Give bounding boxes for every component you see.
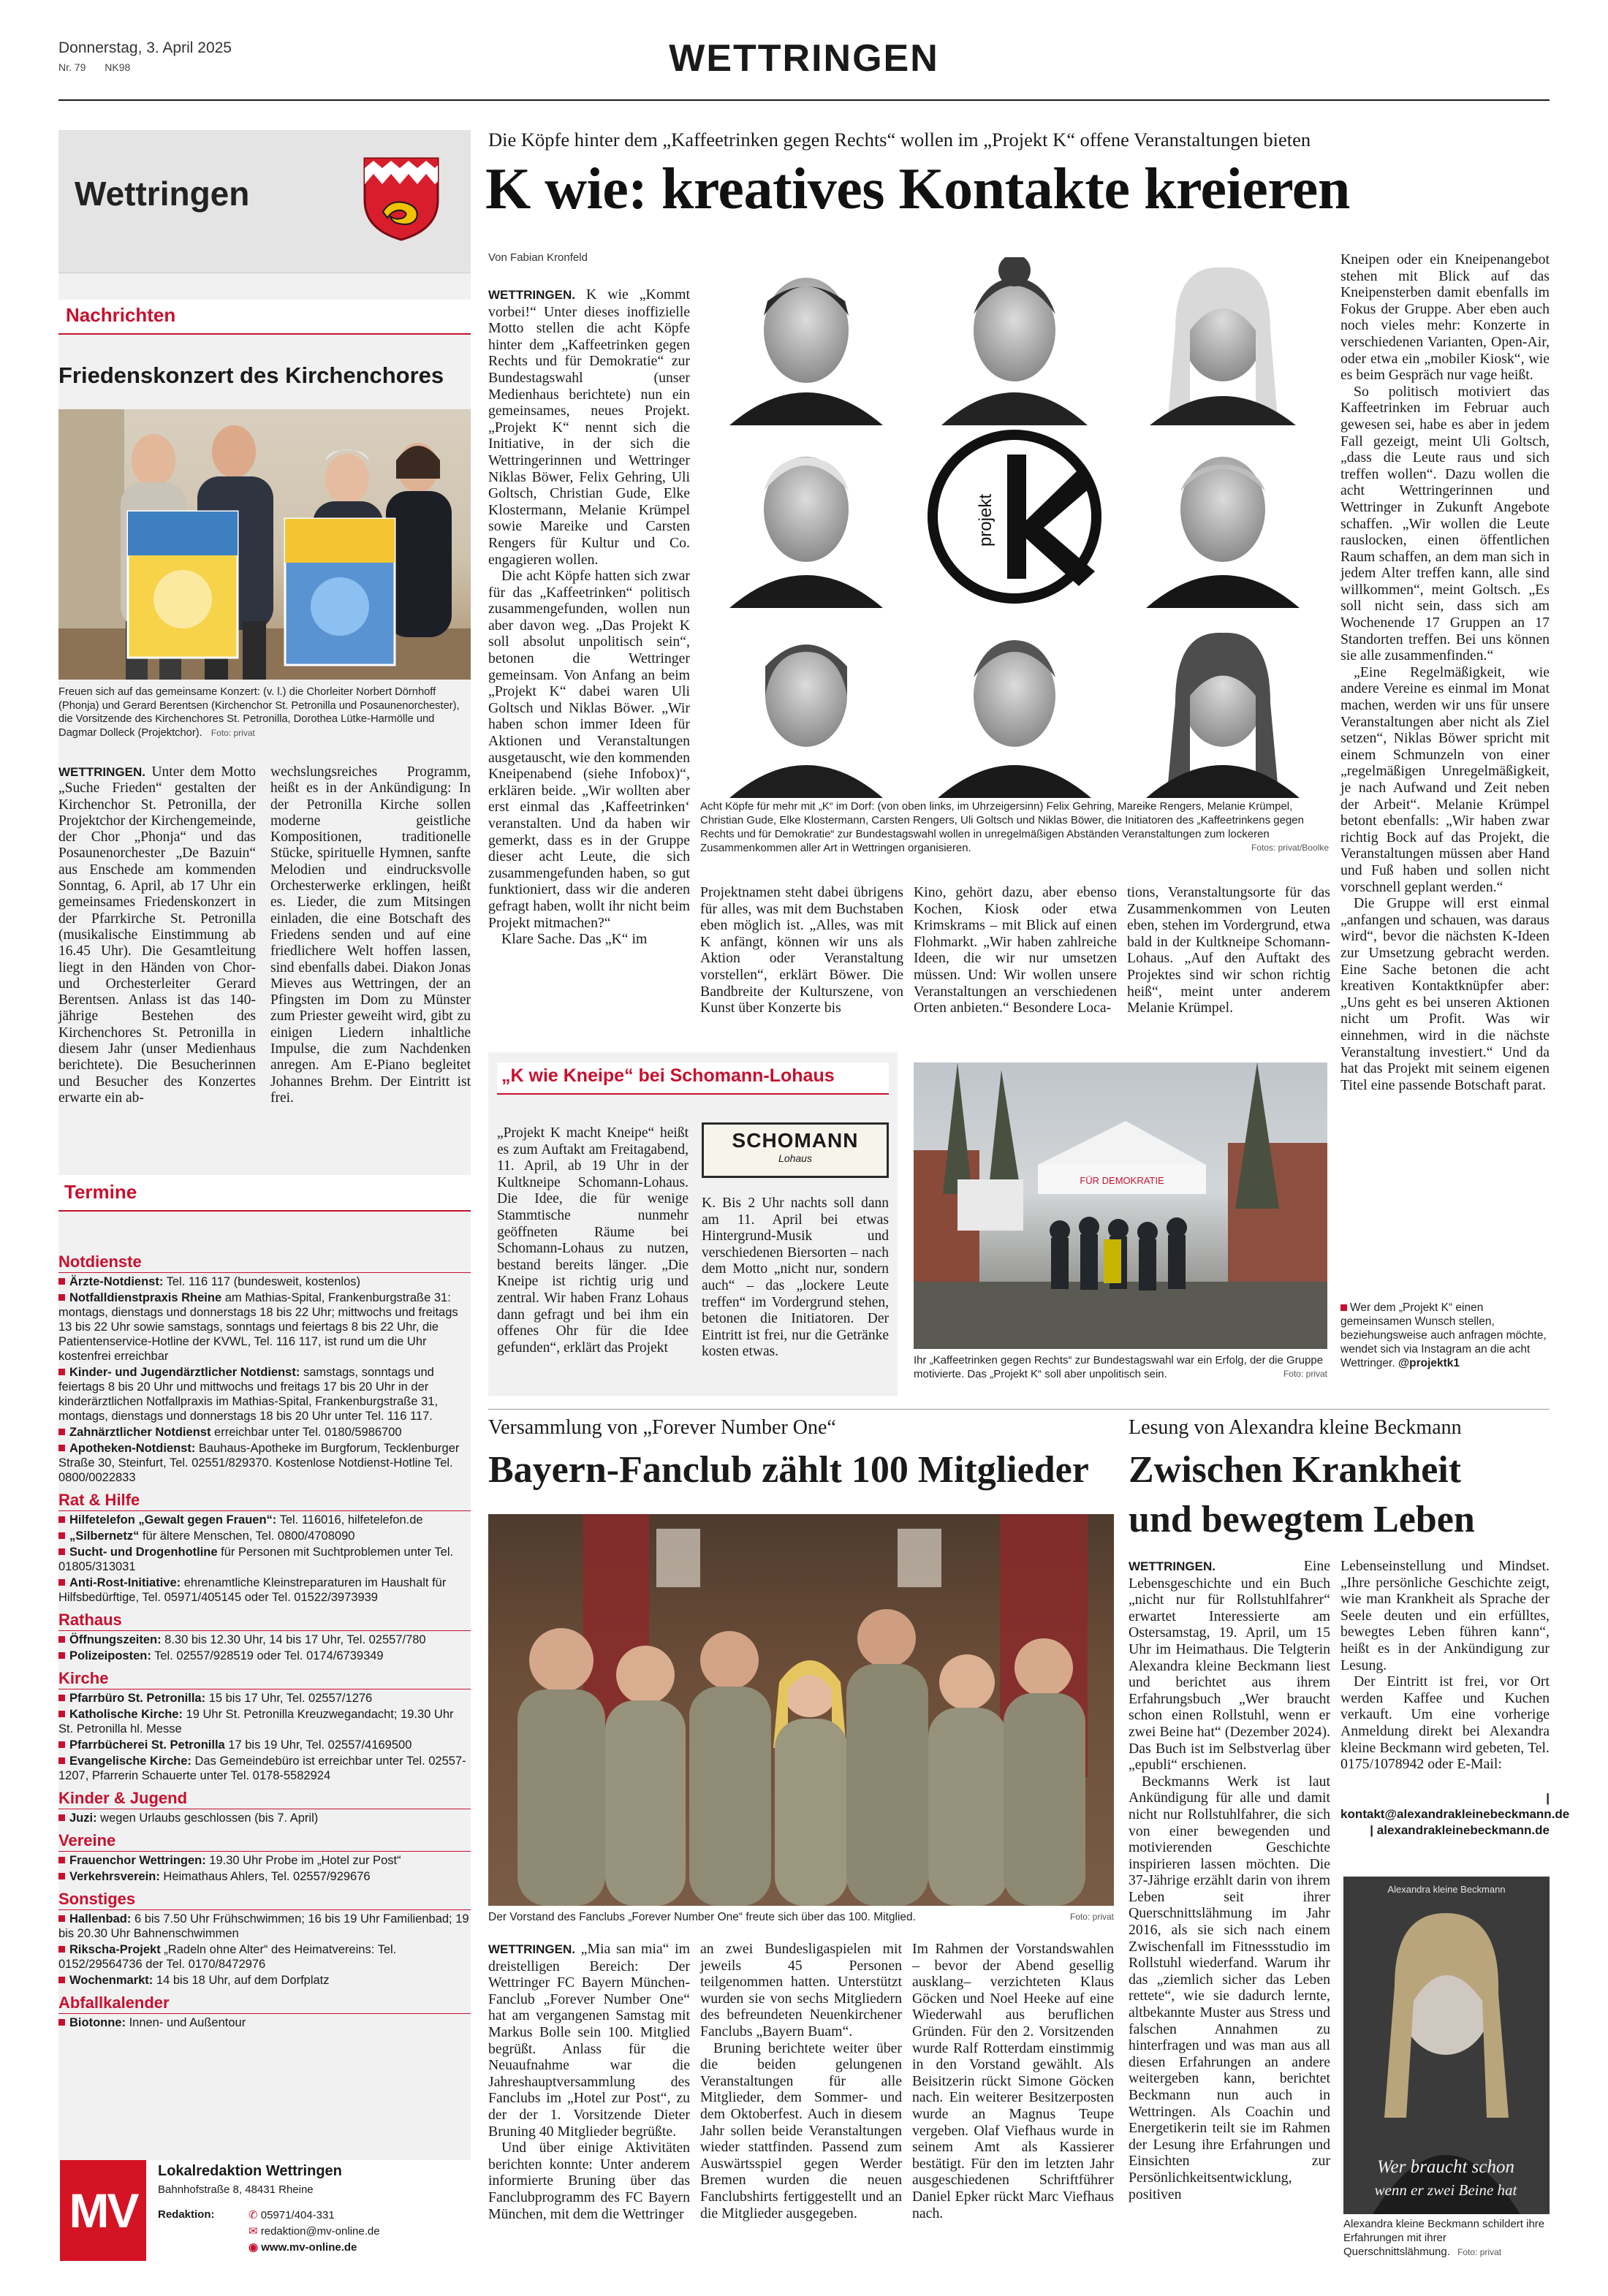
- square-bullet-icon: [58, 1741, 65, 1748]
- reading-body-2b: Der Eintritt ist frei, vor Ort werden Kaffee und Kuchen verkauft. Um eine vorherige Anmeldung direkt bei Alexandra kleine Beckmann wird gebeten, Tel. 0175/1078942 oder E-Mail:: [1340, 1673, 1550, 1773]
- portrait-elke: [1146, 457, 1300, 608]
- main-mid-body-3: tions, Veranstaltungsorte für das Zusammenkommen von Leuten eben, stehen im Vordergrund, etwa bald in der Kultkneipe Schomann-Lohaus. „Auf den Auftakt des Projektes sind wir schon richtig heiß“, meint unter anderem Melanie Krümpel.: [1127, 884, 1330, 1016]
- reading-kicker: Lesung von Alexandra kleine Beckmann: [1129, 1416, 1462, 1439]
- coat-of-arms-icon: [361, 155, 441, 243]
- concert-photo: [58, 409, 471, 680]
- termine-entry-label: Zahnärztlicher Notdienst: [69, 1426, 211, 1439]
- infobox-body-1: „Projekt K macht Kneipe“ heißt es zum Auftakt am Freitagabend, 11. April, ab 19 Uhr in der Kultkneipe Schomann-Lohaus. Die Idee, die für wenige Stammtische nunmehr geöffneten Räume bei Schomann-Lohaus zu nutzen, bestand bereits länger. „Die Kneipe ist richtig urig und zentral. Wir haben Franz Lohaus dann gefragt und bei ihm ein offenes Ohr für die Idee gefunden“, erklärt das Projekt: [497, 1125, 689, 1356]
- termine-entry-text: Das Gemeindebüro ist erreichbar unter Tel. 02557-1207, Pfarrerin Schauerte unter Tel. 0178-5582924: [58, 1755, 466, 1782]
- termine-header: [58, 1175, 471, 1212]
- termine-entry-label: Biotonne:: [69, 2016, 126, 2029]
- termine-entry: [58, 1707, 471, 1736]
- portrait-uli: [1146, 633, 1300, 798]
- portrait-photo-credit: Fotos: privat/Boolke: [1251, 843, 1329, 853]
- reading-headline-2: und bewegtem Leben: [1129, 1499, 1475, 1540]
- concert-text-col2: [270, 764, 471, 1106]
- reading-contact-web-text: alexandrakleinebeckmann.de: [1376, 1823, 1550, 1837]
- termine-entry: [58, 1274, 471, 1289]
- main-headline: K wie: kreatives Kontakte kreieren: [485, 157, 1350, 221]
- square-bullet-icon: [58, 1946, 65, 1953]
- termine-entry: [58, 1853, 471, 1868]
- termine-entry-text: „Radeln ohne Alter“ des Heimatvereins: Tel. 0152/29564736 der Tel. 0170/8472976: [58, 1943, 397, 1971]
- book-title-line2: wenn er zwei Beine hat: [1374, 2181, 1517, 2199]
- book-cover-photo: [1343, 1877, 1550, 2214]
- termine-entry-text: Tel. 02557/928519 oder Tel. 0174/6739349: [151, 1649, 384, 1662]
- infobox-col1: [497, 1125, 689, 1356]
- termine-entry-label: Öffnungszeiten:: [69, 1633, 162, 1646]
- reading-body-2: Lebenseinstellung und Mindset. „Ihre persönliche Geschichte zeigt, wie man Krankheit als Sprache der Seele deuten und ein erfülltes, bewegtes Leben führen kann“, heißt es in der Ankündigung zur Lesung.: [1340, 1558, 1550, 1673]
- termine-entry: [58, 1811, 471, 1825]
- portrait-grid: [700, 257, 1329, 798]
- fanclub-body-1: „Mia san mia“ im dreistelligen Bereich: Der Wettringer FC Bayern München-Fanclub „Forever Number One“ hat am vergangenen Samstag mit Markus Bolle sein 100. Mitglied begrüßt. Anlass für die Neuaufnahme war die Jahreshauptversammlung des Fanclubs im „Hotel zur Post“, zu der der 1. Vorsitzende Dieter Bruning 40 Mitglieder begrüßte.: [488, 1941, 690, 2140]
- termine-entry-label: Hilfetelefon „Gewalt gegen Frauen“:: [69, 1513, 277, 1527]
- termine-entry-text: 19 Uhr St. Petronilla Kreuzwegandacht; 19.30 Uhr St. Petronilla hl. Messe: [58, 1708, 454, 1736]
- square-bullet-icon: [58, 1429, 65, 1435]
- article-divider: [488, 1409, 1550, 1410]
- termine-entry-text: wegen Urlaubs geschlossen (bis 7. April): [96, 1812, 319, 1825]
- instagram-handle[interactable]: @projektk1: [1397, 1357, 1460, 1369]
- square-bullet-icon: [58, 1915, 65, 1922]
- square-bullet-icon: [58, 1636, 65, 1643]
- concert-photo-credit: Foto: privat: [211, 727, 255, 738]
- infobox-col2: [702, 1195, 889, 1361]
- portrait-caption: [700, 799, 1329, 855]
- square-bullet-icon: [58, 1516, 65, 1523]
- schomann-sign-main: SCHOMANN: [732, 1129, 859, 1152]
- contact-divider: |: [1546, 1791, 1550, 1805]
- portrait-christian: [729, 645, 883, 798]
- concert-caption-text: Freuen sich auf das gemeinsame Konzert: (v. l.) die Chorleiter Norbert Dörnhoff (Phonja) und Gerard Berentsen (Kirchenchor St. Petronilla und Posaunenorchester), die Vorsitzende des Kirchenchores St. Petronilla, Dorothea Lütke-Harmölle und Dagmar Dolleck (Projektchor).: [58, 686, 460, 739]
- termine-entry: [58, 1973, 471, 1988]
- termine-entry-text: 14 bis 18 Uhr, auf dem Dorfplatz: [153, 1974, 330, 1987]
- termine-entry-text: Bauhaus-Apotheke im Burgforum, Tecklenburger Straße 30, Steinfurt, Tel. 02551/829370. Kostenlose Notdienst-Hotline Tel. 0800/0022833: [58, 1442, 460, 1484]
- tent-caption-text: Ihr „Kaffeetrinken gegen Rechts“ zur Bundestagswahl war ein Erfolg, der die Gruppe motivierte. Das „Projekt K“ soll aber unpolitisch sein.: [914, 1354, 1324, 1380]
- fanclub-photo: [488, 1514, 1114, 1906]
- square-bullet-icon: [58, 1814, 65, 1821]
- fanclub-headline: Bayern-Fanclub zählt 100 Mitglieder: [488, 1449, 1089, 1491]
- termine-entry-label: Pfarrbüro St. Petronilla:: [69, 1692, 206, 1705]
- concert-caption: [58, 685, 471, 740]
- termine-entry-text: samstags, sonntags und feiertags 8 bis 20 Uhr und mittwochs und freitags 17 bis 20 Uhr in der kinderärztlichen Notfallpraxis im Mathias-Spital, Frankenburgstraße 31, montags, dienstags und donnerstags 18 bis 20 Uhr unter Tel. 116 117.: [58, 1366, 439, 1423]
- termine-entry: [58, 1425, 471, 1440]
- termine-entry: [58, 1691, 471, 1706]
- main-mid-col3: [1127, 884, 1330, 1016]
- book-title-line1: Wer braucht schon: [1377, 2157, 1514, 2177]
- square-bullet-icon: [58, 2019, 65, 2026]
- termine-entry: [58, 2015, 471, 2030]
- portrait-mareike: [941, 257, 1088, 425]
- town-header: [58, 130, 471, 273]
- termine-entry-label: „Silbernetz“: [69, 1529, 140, 1543]
- termine-entry-text: 17 bis 19 Uhr, Tel. 02557/4169500: [224, 1738, 412, 1752]
- concert-body-1: Unter dem Motto „Suche Frieden“ gestalten der Kirchenchor St. Petronilla, der Projektchor der Kirchengemeinde, der Chor „Phonja“ und das Posaunenorchester „De Bazuin“ aus Enschede am kommenden Sonntag, 6. April, ab 17 Uhr ein gemeinsames Friedenskonzert in der Pfarrkirche St. Petronilla (musikalische Einstimmung ab 16.45 Uhr). Die Gesamtleitung liegt in den Händen von Chor- und Orchesterleiter Gerard Berentsen. Anlass ist das 140-jährige Bestehen des Kirchenchores St. Petronilla in diesem Jahr (unser Medienhaus berichtete). Die Besucherinnen und Besucher des Konzertes erwarte ein ab-: [58, 764, 256, 1106]
- tent-banner-text: FÜR DEMOKRATIE: [1080, 1175, 1164, 1186]
- masthead-rule: [58, 99, 1550, 101]
- termine-entry-text: Tel. 116016, hilfetelefon.de: [276, 1513, 423, 1527]
- schomann-sign-sub: Lohaus: [778, 1152, 812, 1164]
- contact-email[interactable]: [249, 2224, 380, 2238]
- termine-entry: [58, 1529, 471, 1543]
- termine-entry-label: Katholische Kirche:: [69, 1708, 183, 1721]
- projekt-logo-text: projekt: [976, 493, 995, 547]
- fanclub-body-2: an zwei Bundesligaspielen mit jeweils 45 Personen teilgenommen hatten. Unterstützt wurden sie von sechs Mitgliedern des befreundeten Neuenkirchener Fanclubs „Bayern Buam“.: [700, 1941, 902, 2040]
- termine-entry-text: 19.30 Uhr Probe im „Hotel zur Post“: [205, 1854, 401, 1867]
- termine-group-title: Rathaus: [58, 1611, 471, 1631]
- office-address: Bahnhofstraße 8, 48431 Rheine: [158, 2183, 314, 2196]
- main-mid-body-2: Kino, gehört dazu, aber ebenso Kochen, Kiosk oder etwa Krimskrams – mit Blick auf einen Flohmarkt. „Wir haben zahlreiche Ideen, die wir nur umsetzen müssen. Und: Wir wollen unsere Veranstaltungen an verschiedenen Orten anbieten.“ Besondere Loca-: [914, 884, 1117, 1016]
- square-bullet-icon: [58, 1548, 65, 1555]
- fanclub-caption: [488, 1910, 1114, 1924]
- mv-logo: [60, 2160, 146, 2261]
- fanclub-caption-text: Der Vorstand des Fanclubs „Forever Number One“ freute sich über das 100. Mitglied.: [488, 1911, 916, 1923]
- fanclub-photo-credit: Foto: privat: [1069, 1912, 1114, 1922]
- termine-entry-label: Anti-Rost-Initiative:: [69, 1576, 181, 1589]
- termine-entry-label: Sucht- und Drogenhotline: [69, 1546, 218, 1559]
- fanclub-col1: [488, 1941, 690, 2222]
- termine-entry: [58, 1942, 471, 1972]
- termine-entry-label: Hallenbad:: [69, 1912, 132, 1926]
- concert-body-2: wechslungsreiches Programm, heißt es in der Ankündigung: In der Petronilla Kirche sollen moderne geistliche Kompositionen, traditionelle Stücke, spirituelle Hymnen, sanfte Melodien und eindrucksvolle Orchesterwerke erklingen, heißt es. Lieder, die zum Mitsingen einladen, die eine Botschaft des Friedens senden und auf eine friedlichere Welt hoffen lassen, sind ebenfalls dabei. Diakon Jonas Mieves aus Wettringen, der an Pfingsten im Dom zu Münster zum Priester geweiht wird, gibt zu einigen Liedern inhaltliche Impulse, die zum Nachdenken anregen. Am E-Piano begleitet Johannes Brehm. Der Eintritt ist frei.: [270, 764, 471, 1106]
- concert-dateline: WETTRINGEN.: [58, 765, 145, 779]
- termine-entry-label: Rikscha-Projekt: [69, 1943, 161, 1956]
- termine-entry-text: für ältere Menschen, Tel. 0800/4708090: [139, 1529, 355, 1543]
- portrait-caption-text: Acht Köpfe für mehr mit „K“ im Dorf: (von oben links, im Uhrzeigersinn) Felix Gehring, Mareike Rengers, Melanie Krümpel, Christian Gude, Elke Klostermann, Carsten Rengers, Uli Goltsch und Niklas Böwer, die Initiatoren des „Kaffeetrinkens gegen Rechts und für Demokratie“ zur Bundestagswahl wollen in unregelmäßigen Abständen Veranstaltungen zum lockeren Zusammenkommen aller Art in Wettringen organisieren.: [700, 800, 1304, 854]
- termine-entry-label: Evangelische Kirche:: [69, 1755, 191, 1768]
- portrait-melanie: [1150, 267, 1296, 425]
- main-mid-col2: [914, 884, 1117, 1016]
- tent-photo: [914, 1063, 1327, 1349]
- termine-entry: [58, 1754, 471, 1783]
- fanclub-col3: [912, 1941, 1114, 2221]
- fanclub-dateline: WETTRINGEN.: [488, 1942, 575, 1956]
- main-mid-col1: [700, 884, 903, 1016]
- concert-text-col1: [58, 764, 256, 1106]
- termine-entry-label: Pfarrbücherei St. Petronilla: [69, 1738, 225, 1752]
- termine-entry: [58, 1513, 471, 1527]
- termine-list: [58, 1252, 471, 2030]
- termine-label: Termine: [64, 1181, 137, 1203]
- contact-phone-text: 05971/404-331: [260, 2209, 335, 2221]
- fanclub-kicker: Versammlung von „Forever Number One“: [488, 1416, 836, 1439]
- main-right-col: [1340, 251, 1550, 1093]
- reading-body-1b: Beckmanns Werk ist laut Ankündigung für alle und damit nicht nur Rollstuhlfahrer, die sich von einer bewegenden und motivierenden Geschichte inspirieren lassen möchten. Die 37-Jährige erzählt darin von ihrem Leben seit ihrer Querschnittslähmung im Jahr 2016, als sie sich nach einem Zwischenfall im Fitnessstudio im Rollstuhl wiederfand. Warum ihr das „ziemlich sicher das Leben rettete“, wie sie dadurch lernte, altbekannte Muster aus Stress und falschen Annahmen zu hinterfragen und was man aus all diesen Erfahrungen an andere weitergeben kann, berichtet Beckmann nun auch in Wettringen. Als Coachin und Energetikerin teilt sie im Rahmen der Lesung ihre Erfahrungen und Einsichten zur Persönlichkeitsentwicklung, positiven: [1129, 1773, 1330, 2202]
- fanclub-body-3: Im Rahmen der Vorstandswahlen – bevor der Abend gesellig ausklang– verzichteten Klaus Göcken und Noel Heeke auf eine Wiederwahl aus beruflichen Gründen. Für den 2. Vorsitzenden wurde Ralf Rotterdam einstimmig in den Vorstand gewählt. Als Beisitzerin rückt Simone Göcken nach. Ein weiterer Besitzerposten wurde an Magnus Teupe vergeben. Olaf Viefhaus wurde in seinem Amt als Kassierer bestätigt. Für den im letzten Jahr ausgeschiedenen Schriftführer Daniel Epker rückt Marc Viefhaus nach.: [912, 1941, 1114, 2221]
- termine-entry: [58, 1632, 471, 1647]
- termine-group-title: Kirche: [58, 1669, 471, 1689]
- schomann-sign: [702, 1122, 889, 1178]
- termine-entry-label: Apotheken-Notdienst:: [69, 1442, 196, 1455]
- square-bullet-icon: [58, 1977, 65, 1983]
- projekt-k-logo: [933, 435, 1096, 598]
- fanclub-col2: [700, 1941, 902, 2221]
- main-body-1c: Klare Sache. Das „K“ im: [501, 931, 648, 948]
- tent-caption: [914, 1353, 1327, 1381]
- termine-group-title: Vereine: [58, 1831, 471, 1852]
- reading-col2: [1340, 1558, 1550, 1773]
- reading-contact-email-text: kontakt@alexandrakleinebeckmann.de: [1340, 1807, 1570, 1821]
- reading-dateline: WETTRINGEN.: [1129, 1559, 1216, 1573]
- termine-entry-text: Tel. 116 117 (bundesweit, kostenlos): [163, 1275, 360, 1288]
- square-bullet-icon: [58, 1579, 65, 1586]
- termine-entry-label: Frauenchor Wettringen:: [69, 1854, 206, 1867]
- town-name: Wettringen: [75, 175, 250, 213]
- termine-group-title: Sonstiges: [58, 1890, 471, 1910]
- mv-logo-text: MV: [69, 2183, 137, 2238]
- termine-entry-label: Polizeiposten:: [69, 1649, 151, 1662]
- reading-body-1: Eine Lebensgeschichte und ein Buch „nicht nur für Rollstuhlfahrer“ erwartet Interessierte am Ostersamstag, 19. April, um 15 Uhr im Heimathaus. Die Telgterin Alexandra kleine Beckmann liest und berichtet aus ihrem Erfahrungsbuch „Wer braucht schon einen Rollstuhl, wenn er zwei Beine hat“ (Dezember 2024). Das Buch ist im Selbstverlag über „epubli“ erschienen.: [1129, 1558, 1330, 1774]
- reading-photo-credit: Foto: privat: [1457, 2247, 1502, 2257]
- termine-entry-text: 8.30 bis 12.30 Uhr, 14 bis 17 Uhr, Tel. 02557/780: [161, 1633, 426, 1646]
- email-icon: ✉: [249, 2225, 261, 2238]
- nachrichten-header: [58, 300, 471, 335]
- phone-icon: ✆: [249, 2209, 261, 2221]
- square-bullet-icon: [58, 1757, 65, 1764]
- termine-entry-text: Innen- und Außentour: [125, 2016, 246, 2029]
- termine-group-title: Rat & Hilfe: [58, 1491, 471, 1511]
- square-bullet-icon: [1340, 1304, 1347, 1311]
- main-body-1b: Die acht Köpfe hatten sich zwar für das „Kaffeetrinken“ politisch zusammengefunden, wollen nun aber davon weg. „Das Projekt K soll absolut unpolitisch sein“, betonen die Wettringer gemeinsam. Von Anfang an beim „Projekt K“ dabei waren Uli Goltsch und Niklas Böwer. „Wir haben schon immer Ideen für Aktionen und Veranstaltungen ausgetauscht, wie den kommenden Kneipenabend (siehe Infobox)“, erklären beide. „Wir wollten aber erst einmal das ‚Kaffeetrinken‘ veranstalten. Und da haben wir gemerkt, dass es in der Gruppe dieser acht Leute, die sich zusammengefunden haben, so gut funktioniert, dass wir die anderen gefragt haben, wollt ihr nicht beim Projekt mitmachen?“: [488, 568, 690, 931]
- termine-group-title: Notdienste: [58, 1252, 471, 1273]
- square-bullet-icon: [58, 1695, 65, 1701]
- termine-entry: [58, 1441, 471, 1485]
- web-divider: |: [1370, 1823, 1377, 1837]
- termine-entry-text: 6 bis 7.50 Uhr Frühschwimmen; 16 bis 19 Uhr Familienbad; 19 bis 20.30 Uhr Bahnenschwimmen: [58, 1912, 469, 1940]
- office-name: Lokalredaktion Wettringen: [158, 2163, 342, 2179]
- portrait-carsten: [938, 640, 1091, 798]
- reading-headline-1: Zwischen Krankheit: [1129, 1449, 1462, 1491]
- fanclub-body-1b: Und über einige Aktivitäten berichten konnte: Unter anderem informierte Bruning über das Fanclubprogramm des FC Bayern München, mit dem die Wettringer: [488, 2140, 690, 2222]
- contact-email-text: redaktion@mv-online.de: [260, 2225, 380, 2238]
- termine-entry-label: Verkehrsverein:: [69, 1870, 160, 1883]
- edition-code: NK98: [105, 61, 131, 73]
- square-bullet-icon: [58, 1711, 65, 1717]
- square-bullet-icon: [58, 1873, 65, 1879]
- square-bullet-icon: [58, 1294, 65, 1301]
- reading-caption-text: Alexandra kleine Beckmann schildert ihre Erfahrungen mit ihrer Querschnittslähmung.: [1343, 2218, 1545, 2258]
- termine-entry-label: Ärzte-Notdienst:: [69, 1275, 164, 1288]
- contact-phone: [249, 2208, 335, 2221]
- tent-photo-credit: Foto: privat: [1283, 1369, 1327, 1379]
- termine-entry-label: Notfalldienstpraxis Rheine: [69, 1291, 222, 1304]
- termine-entry-text: ehrenamtliche Kleinstreparaturen im Haushalt für Hilfsbedürftige, Tel. 05971/405145 oder Tel. 01522/3973939: [58, 1576, 447, 1604]
- termine-entry-text: am Mathias-Spital, Frankenburgstraße 31: montags, dienstags und donnerstags 18 bis 22 Uhr; mittwochs und freitags 13 bis 22 Uhr sowie samstags, sonntags und feiertags 8 bis 22 Uhr, die Patientenservice-Hotline der KVWL, Tel. 116 117, ist rund um die Uhr kostenfrei erreichbar: [58, 1291, 458, 1363]
- termine-entry-label: Kinder- und Jugendärztlicher Notdienst:: [69, 1366, 300, 1379]
- globe-icon: ◉: [249, 2241, 262, 2254]
- square-bullet-icon: [58, 1445, 65, 1451]
- main-right-body-3: „Eine Regelmäßigkeit, wie andere Vereine es einmal im Monat machen, werden wir uns für unsere Veranstaltungen aber nicht als Ziel setzen“, Niklas Böwer spricht mit einem Schmunzeln von einer „regelmäßigen Unregelmäßigkeit, je nach Aufwand und Zeit neben der Arbeit“. Melanie Krümpel betont ebenfalls: „Wir haben zwar richtig Bock auf das Projekt, die Veranstaltungen müssen aber Hand und Fuß haben und sollen nicht vorschnell geplant werden.“: [1340, 664, 1550, 895]
- main-right-body-1: Kneipen oder ein Kneipenangebot stehen mit Blick auf das Kneipensterben damit ebenfalls im Fokus der Gruppe. Aber eben auch noch vieles mehr: Konzerte in verschiedenen Varianten, Open-Air, oder etwa ein „mobiler Kiosk“, wie es beim Gespräch nur vage heißt.: [1340, 251, 1550, 384]
- nachrichten-label: Nachrichten: [66, 304, 176, 326]
- infobox-header: [497, 1063, 889, 1095]
- reading-contact-web[interactable]: [1340, 1822, 1550, 1839]
- termine-group-title: Kinder & Jugend: [58, 1789, 471, 1809]
- termine-entry-label: Juzi:: [69, 1812, 97, 1825]
- book-author-text: Alexandra kleine Beckmann: [1387, 1884, 1506, 1895]
- termine-group-title: Abfallkalender: [58, 1993, 471, 2014]
- fanclub-body-2b: Bruning berichtete weiter über die beiden gelungenen Veranstaltungen für alle Mitglieder, dem Sommer- und dem Oktoberfest. Auch in diesem Jahr sollen beide Veranstaltungen wieder stattfinden. Passend zum Auswärtsspiel gegen Werder Bremen wurden die neuen Fanclubshirts fertiggestellt und an die Mitglieder ausgegeben.: [700, 2040, 902, 2221]
- portrait-grid-art: [700, 257, 1329, 798]
- portrait-felix: [729, 278, 883, 425]
- square-bullet-icon: [58, 1532, 65, 1539]
- termine-entry-text: Heimathaus Ahlers, Tel. 02557/929676: [159, 1870, 371, 1883]
- reading-caption: [1343, 2217, 1550, 2259]
- square-bullet-icon: [58, 1369, 65, 1375]
- termine-entry-text: erreichbar unter Tel. 0180/5986700: [211, 1426, 402, 1439]
- issue-number: Nr. 79: [58, 61, 86, 73]
- infobox: [488, 1052, 898, 1396]
- contact-web[interactable]: [249, 2240, 357, 2254]
- masthead-issue: [58, 61, 130, 73]
- masthead-date: Donnerstag, 3. April 2025: [58, 39, 232, 56]
- termine-entry-text: 15 bis 17 Uhr, Tel. 02557/1276: [205, 1692, 373, 1705]
- termine-entry: [58, 1575, 471, 1605]
- contact-web-text: www.mv-online.de: [261, 2241, 357, 2254]
- redaktion-label: Redaktion:: [158, 2208, 215, 2221]
- termine-entry-label: Wochenmarkt:: [69, 1974, 153, 1987]
- infobox-title: „K wie Kneipe“ bei Schomann-Lohaus: [501, 1065, 835, 1086]
- main-kicker: Die Köpfe hinter dem „Kaffeetrinken gegen Rechts“ wollen im „Projekt K“ offene Veranstaltungen bieten: [488, 129, 1311, 151]
- square-bullet-icon: [58, 1652, 65, 1659]
- sidebar: [58, 130, 471, 2283]
- concert-headline: Friedenskonzert des Kirchenchores: [58, 362, 444, 388]
- termine-entry: [58, 1545, 471, 1574]
- termine-entry: [58, 1365, 471, 1423]
- main-right-body-4: Die Gruppe will erst einmal „anfangen und schauen, was daraus wird“, bevor die nächsten K-Ideen zur Umsetzung gebracht werden. Eine Sache betonen die acht kreativen Kontaktknüpfer aber: „Uns geht es bei unseren Aktionen nicht um Profit. Was wir einnehmen, wird in die nächste Veranstaltung investiert.“ Und da hat das Projekt mit seinem eigenen Titel eine passende Botschaft parat.: [1340, 895, 1550, 1093]
- main-right-body-2: So politisch motiviert das Kaffeetrinken im Februar auch gewesen sei, habe es aber in jedem Fall gezeigt, meint Uli Goltsch, „dass die Leute raus und sich treffen wollen“. Dazu wollen die acht Wettringerinnen und Wettringer in Zukunft Angebote schaffen. „Wir wollen die Leute rauslocken, einen öffentlichen Raum schaffen, an dem man sich in jedem Alter treffen kann, alle sind willkommen“, meint Goltsch. „Es soll nicht sein, dass sich am Wochenende 17 Gruppen an 17 Standorten treffen. Bei uns können sie alle zusammenfinden.“: [1340, 383, 1550, 664]
- main-dateline: WETTRINGEN.: [488, 288, 575, 302]
- main-body-1: K wie „Kommt vorbei!“ Unter dieses inoffizielle Motto stellen die acht Köpfe hinter dem „Kaffeetrinken gegen Rechts und für Demokratie“ zur Bundestagswahl (unser Medienhaus berichtete) nun ein gemeinsames, neues Projekt. „Projekt K“ nennt sich die Initiative, in der sich die Wettringerinnen und Wettringer Niklas Böwer, Felix Gehring, Uli Goltsch, Christian Gude, Elke Klostermann, Melanie Krümpel sowie Mareike und Carsten Rengers für Kultur und Co. engagieren wollen.: [488, 286, 690, 568]
- square-bullet-icon: [58, 1278, 65, 1285]
- infobox-body-2: K. Bis 2 Uhr nachts soll dann am 11. April bei etwas Hintergrund-Musik und verschiedenen Biersorten – nach dem Motto „nicht nur, sondern auch“ – das „lockere Leute treffen“ im Vordergrund stehen, betonen die Initiatoren. Der Eintritt ist frei, nur die Getränke kosten etwas.: [702, 1195, 889, 1360]
- section-title: WETTRINGEN: [669, 37, 939, 80]
- main-mid-body-1: Projektnamen steht dabei übrigens für alles, was mit dem Buchstaben eben möglich ist. „Alles, was mit K anfängt, können wir uns als Aktion oder Veranstaltung vorstellen“, erklärt Böwer. Die Bandbreite der Kulturszene, von Kunst über Konzerte bis: [700, 884, 903, 1016]
- main-col1: [488, 286, 690, 948]
- termine-entry: [58, 1869, 471, 1884]
- termine-entry-text: für Personen mit Suchtproblemen unter Tel. 01805/313031: [58, 1546, 454, 1573]
- reading-col1: [1129, 1558, 1330, 2202]
- main-right-note: [1340, 1301, 1550, 1370]
- reading-contact-email[interactable]: [1340, 1790, 1570, 1822]
- portrait-niklas: [729, 457, 883, 608]
- termine-entry: [58, 1649, 471, 1663]
- reading-contact: [1340, 1790, 1570, 1839]
- square-bullet-icon: [58, 1857, 65, 1863]
- termine-entry: [58, 1912, 471, 1941]
- termine-entry: [58, 1290, 471, 1364]
- main-byline: Von Fabian Kronfeld: [488, 251, 588, 264]
- sidebar-footer: [58, 2160, 471, 2283]
- termine-entry: [58, 1738, 471, 1752]
- main-right-note-text: Wer dem „Projekt K“ einen gemeinsamen Wunsch stellen, beziehungsweise auch anfragen möchte, wendet sich via Instagram an die acht Wettringer.: [1340, 1301, 1547, 1369]
